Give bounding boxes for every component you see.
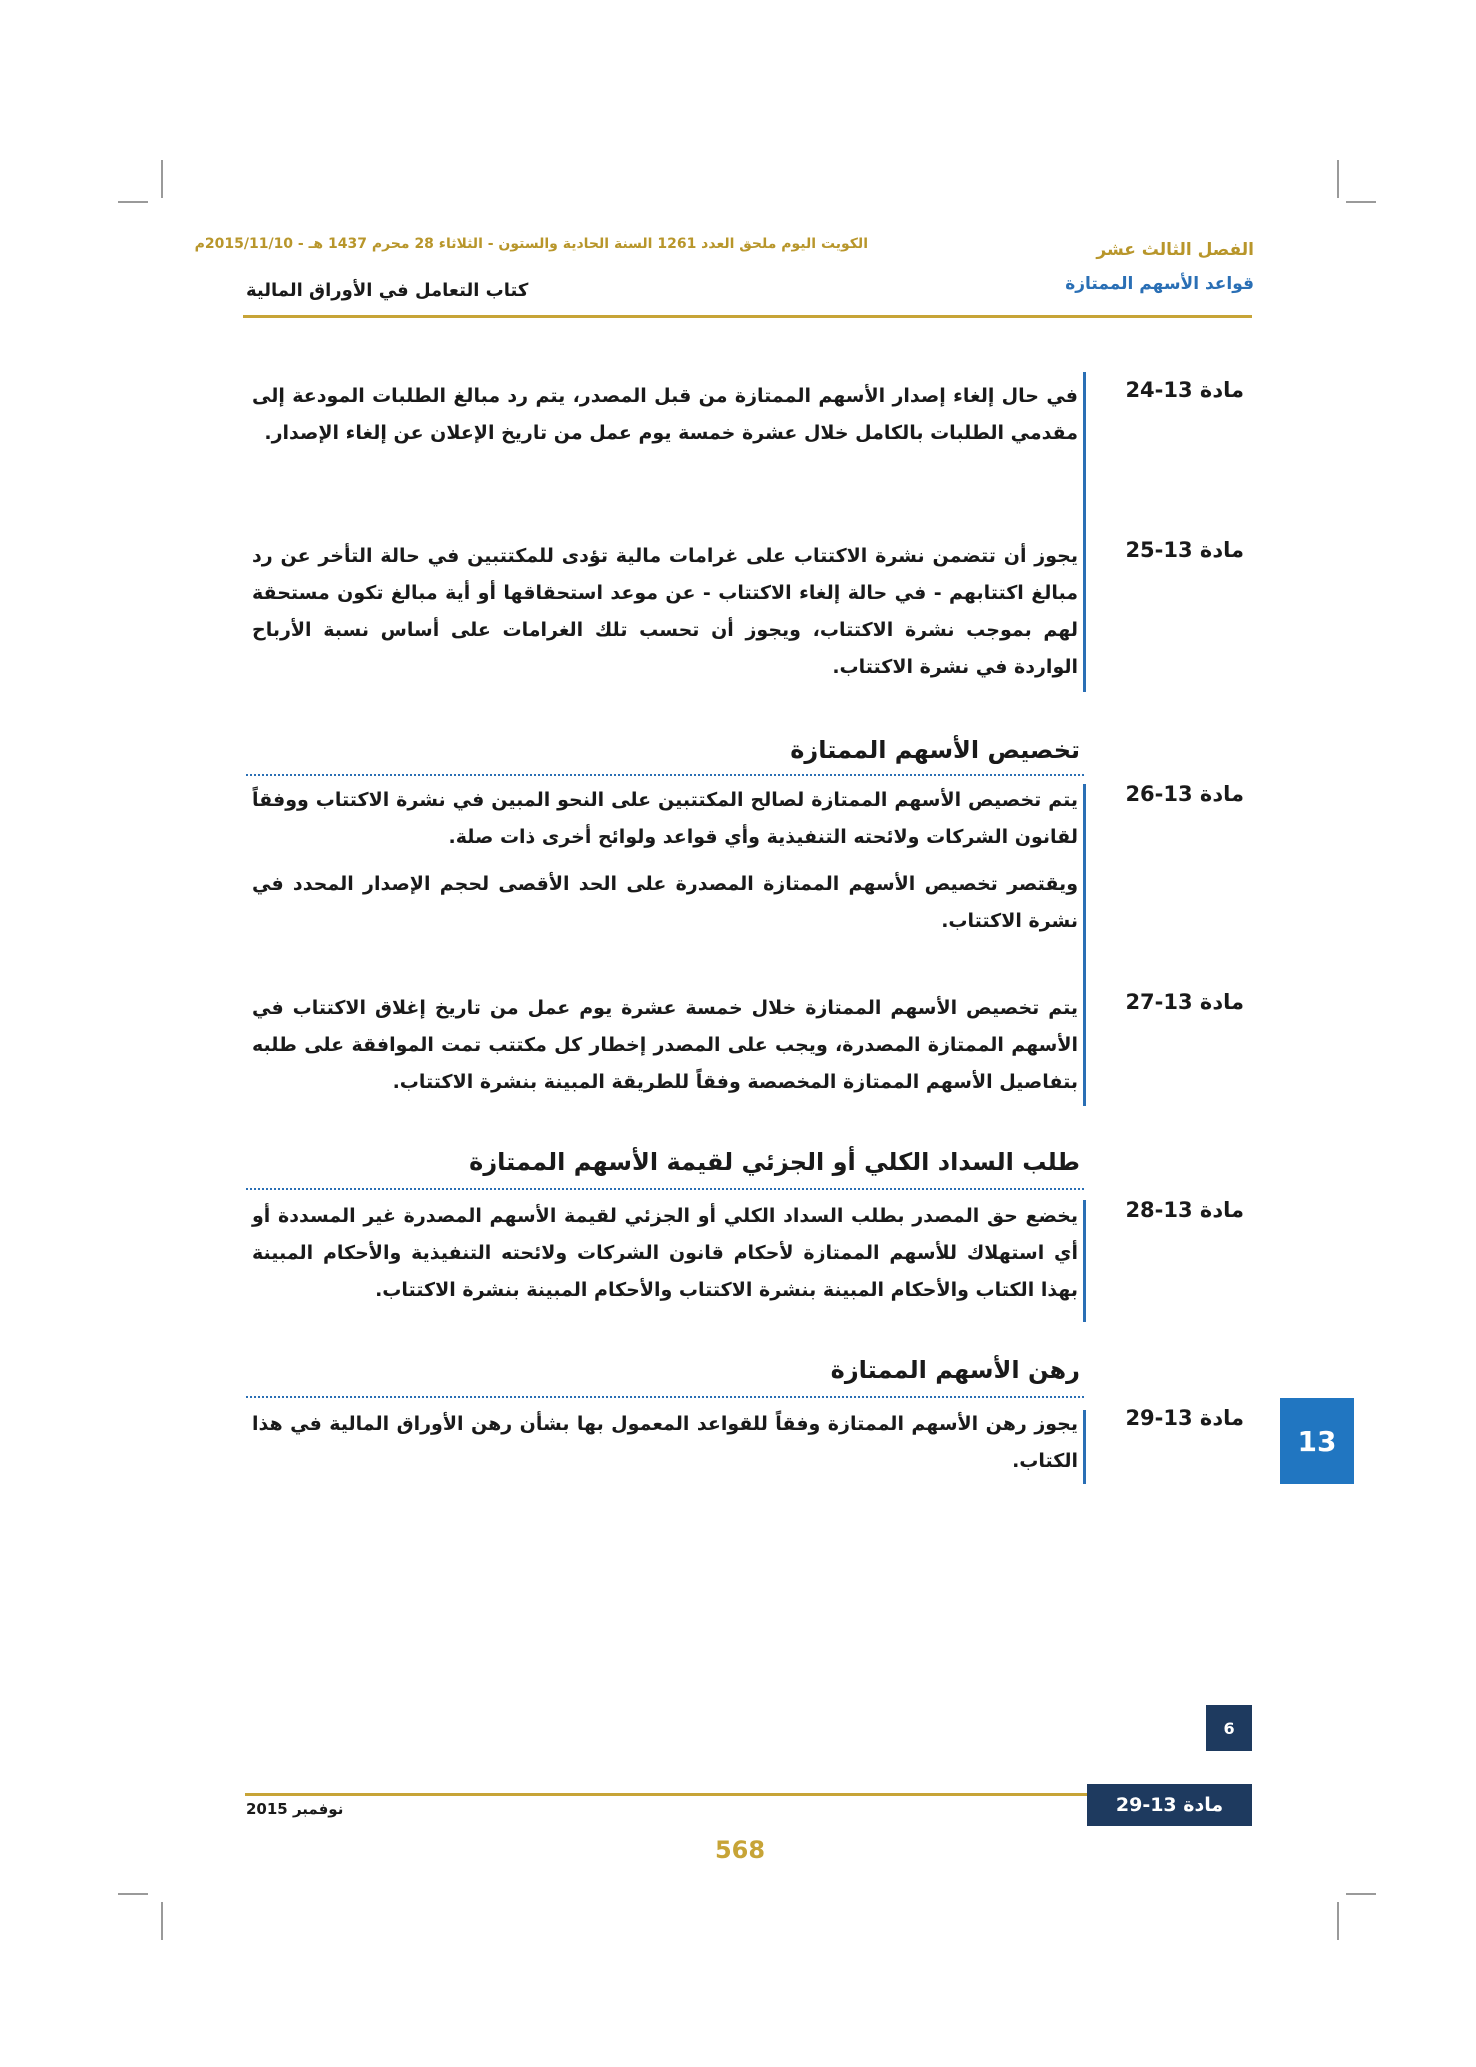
crop-mark xyxy=(1346,201,1376,203)
crop-mark xyxy=(161,1902,163,1940)
section-heading: طلب السداد الكلي أو الجزئي لقيمة الأسهم الممتازة xyxy=(469,1148,1080,1176)
crop-mark xyxy=(1346,1893,1376,1895)
section-page-box: 6 xyxy=(1206,1705,1252,1751)
section-dotted-rule xyxy=(246,1396,1084,1398)
article-number: مادة 13-29 xyxy=(1125,1406,1244,1430)
section-heading: تخصيص الأسهم الممتازة xyxy=(790,736,1080,764)
book-title: كتاب التعامل في الأوراق المالية xyxy=(246,280,529,301)
article-text-paragraph: ويقتصر تخصيص الأسهم الممتازة المصدرة على الحد الأقصى لحجم الإصدار المحدد في نشرة الاكتتاب. xyxy=(252,873,1078,932)
article-text: في حال إلغاء إصدار الأسهم الممتازة من قبل المصدر، يتم رد مبالغ الطلبات المودعة إلى مقدمي الطلبات بالكامل خلال عشرة خمسة يوم عمل من تاريخ الإعلان عن إلغاء الإصدار. xyxy=(252,385,1078,444)
footer-date: نوفمبر 2015 xyxy=(246,1800,344,1818)
article-text: يتم تخصيص الأسهم الممتازة خلال خمسة عشرة يوم عمل من تاريخ إغلاق الاكتتاب في الأسهم الممتازة المصدرة، ويجب على المصدر إخطار كل مكتتب تمت الموافقة على طلبه بتفاصيل الأسهم الممتازة المخصصة وفقاً للطريقة المبينة بنشرة الاكتتاب. xyxy=(252,997,1078,1093)
header-rule xyxy=(243,315,1252,318)
article-divider-line xyxy=(1083,1410,1086,1484)
crop-mark xyxy=(161,160,163,198)
crop-mark xyxy=(118,1893,148,1895)
crop-mark xyxy=(1337,1902,1339,1940)
article-divider-line xyxy=(1083,992,1086,1106)
crop-mark xyxy=(118,201,148,203)
chapter-title: الفصل الثالث عشر xyxy=(1096,240,1254,260)
article-divider-line xyxy=(1083,1200,1086,1322)
section-dotted-rule xyxy=(246,1188,1084,1190)
chapter-subtitle: قواعد الأسهم الممتازة xyxy=(1065,274,1254,294)
article-number: مادة 13-25 xyxy=(1125,538,1244,562)
article-text: يجوز رهن الأسهم الممتازة وفقاً للقواعد المعمول بها بشأن رهن الأوراق المالية في هذا الكتاب. xyxy=(252,1413,1078,1472)
article-number: مادة 13-27 xyxy=(1125,990,1244,1014)
article-text: يجوز أن تتضمن نشرة الاكتتاب على غرامات مالية تؤدى للمكتتبين في حالة التأخر عن رد مبالغ اكتتابهم - في حالة إلغاء الاكتتاب - عن موعد استحقاقها أو أية مبالغ تكون مستحقة لهم بموجب نشرة الاكتتاب، ويجوز أن تحسب تلك الغرامات على أساس نسبة الأرباح الواردة في نشرة الاكتتاب. xyxy=(252,545,1078,678)
footer-article-range: مادة 13-29 xyxy=(1087,1784,1252,1826)
page-number: 568 xyxy=(714,1836,766,1864)
article-number: مادة 13-26 xyxy=(1125,782,1244,806)
article-text: يخضع حق المصدر بطلب السداد الكلي أو الجزئي لقيمة الأسهم المصدرة غير المسددة أو أي استهلاك للأسهم الممتازة لأحكام قانون الشركات ولائحته التنفيذية والأحكام المبينة بهذا الكتاب والأحكام المبينة بنشرة الاكتتاب والأحكام المبينة بنشرة الاكتتاب. xyxy=(252,1205,1078,1301)
article-divider-line xyxy=(1083,372,1086,692)
section-dotted-rule xyxy=(246,774,1084,776)
crop-mark xyxy=(1337,160,1339,198)
article-number: مادة 13-28 xyxy=(1125,1198,1244,1222)
article-text: يتم تخصيص الأسهم الممتازة لصالح المكتتبين على النحو المبين في نشرة الاكتتاب ووفقاً لقانون الشركات ولائحته التنفيذية وأي قواعد ولوائح أخرى ذات صلة. xyxy=(252,789,1078,848)
section-heading: رهن الأسهم الممتازة xyxy=(830,1356,1080,1384)
article-number: مادة 13-24 xyxy=(1125,378,1244,402)
chapter-tab: 13 xyxy=(1280,1398,1354,1484)
gazette-line: الكويت اليوم ملحق العدد 1261 السنة الحادية والستون - الثلاثاء 28 محرم 1437 هـ - 2015/11/10م xyxy=(194,236,868,252)
